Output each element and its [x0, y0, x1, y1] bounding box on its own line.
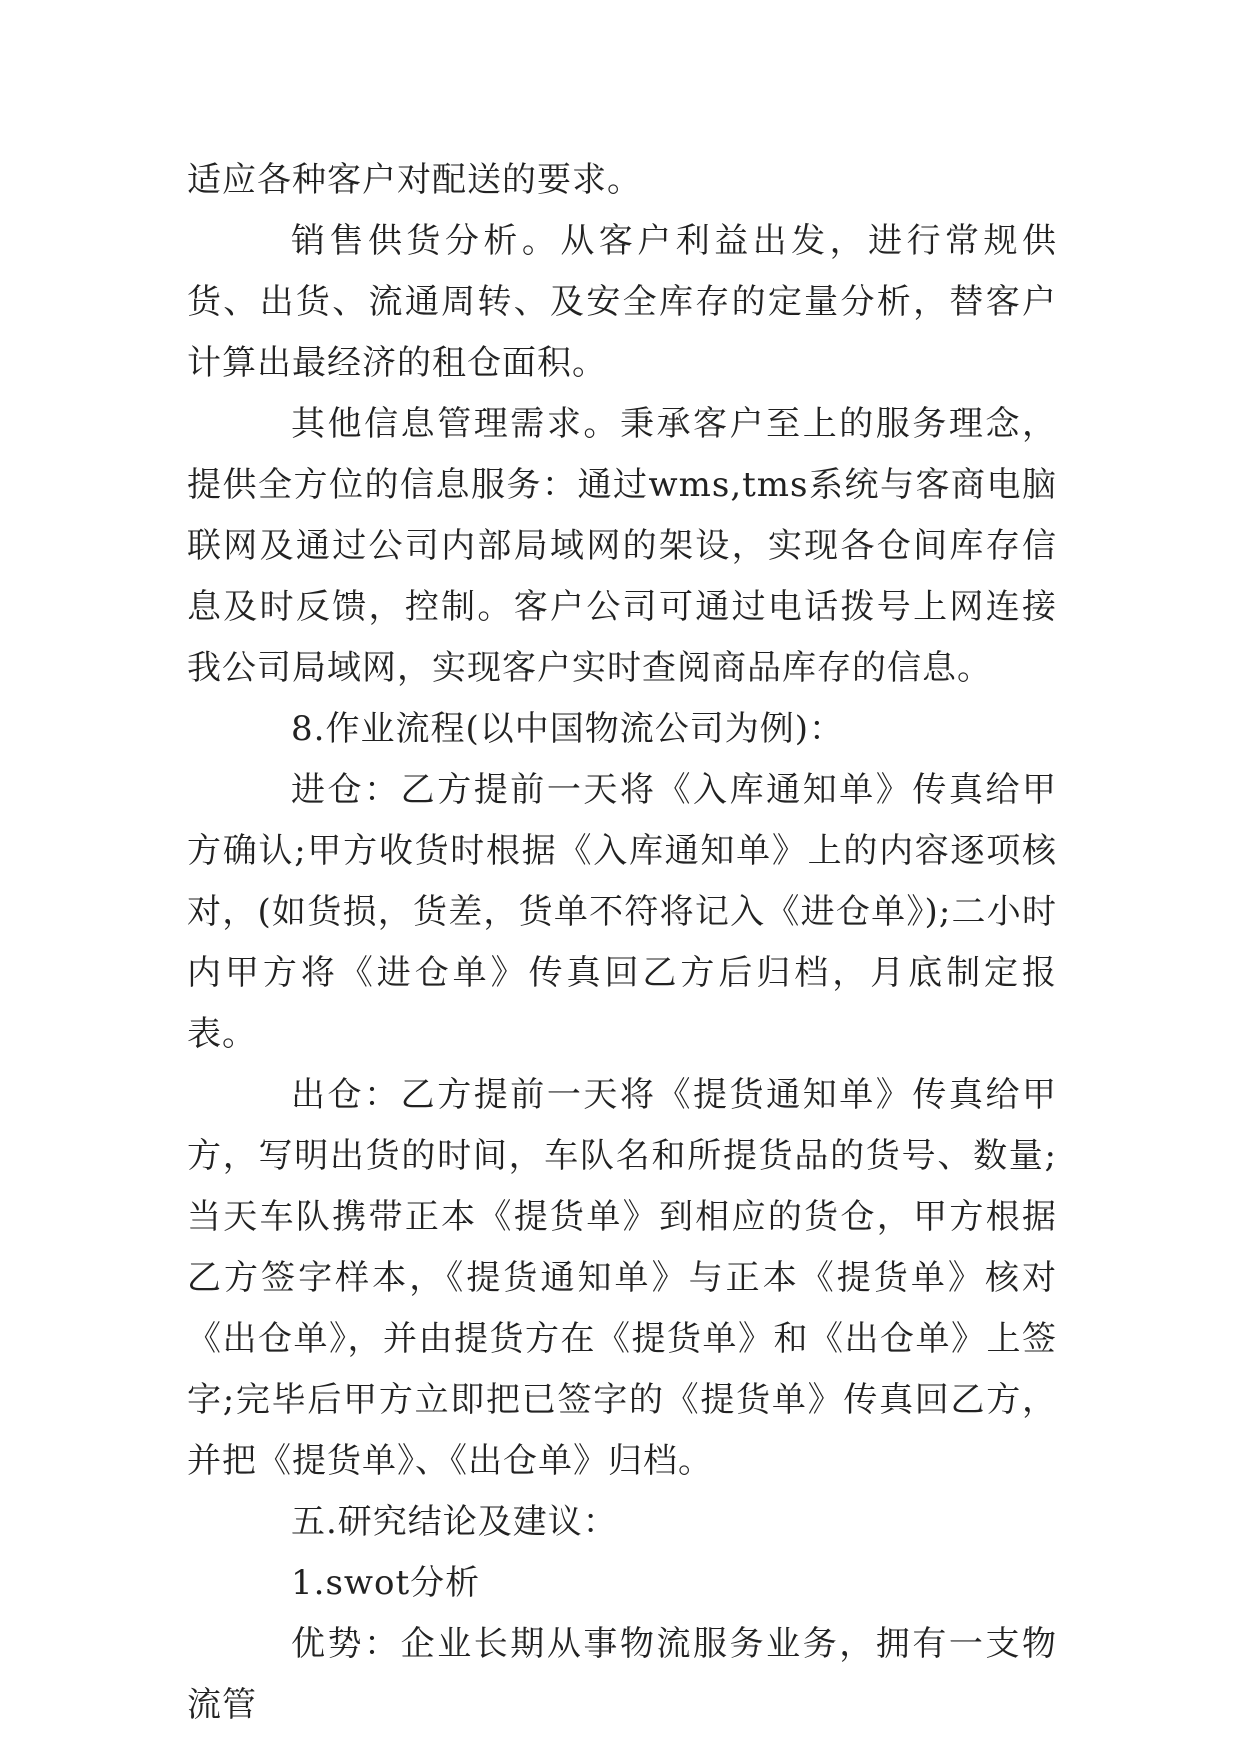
- heading-conclusions: 五.研究结论及建议：: [291, 1502, 618, 1542]
- paragraph-strengths: 优势：企业长期从事物流服务业务，拥有一支物流管: [187, 1624, 1057, 1725]
- paragraph-delivery-requirements: 适应各种客户对配送的要求。: [187, 160, 642, 200]
- document-page: [187, 150, 1057, 1736]
- paragraph-warehouse-in: 进仓：乙方提前一天将《入库通知单》传真给甲方确认;甲方收货时根据《入库通知单》上的内容逐项核对，(如货损，货差，货单不符将记入《进仓单》);二小时内甲方将《进仓单》传真回乙方后归档，月底制定报表。: [187, 770, 1057, 1054]
- paragraph-information-management: 其他信息管理需求。秉承客户至上的服务理念，提供全方位的信息服务：通过wms,tms系统与客商电脑联网及通过公司内部局域网的架设，实现各仓间库存信息及时反馈，控制。客户公司可通过电话拨号上网连接我公司局域网，实现客户实时查阅商品库存的信息。: [187, 404, 1057, 688]
- paragraph-warehouse-out: 出仓：乙方提前一天将《提货通知单》传真给甲方，写明出货的时间，车队名和所提货品的货号、数量;当天车队携带正本《提货单》到相应的货仓，甲方根据乙方签字样本，《提货通知单》与正本《提货单》核对《出仓单》，并由提货方在《提货单》和《出仓单》上签字;完毕后甲方立即把已签字的《提货单》传真回乙方，并把《提货单》、《出仓单》归档。: [187, 1075, 1057, 1481]
- heading-swot: 1.swot分析: [291, 1563, 481, 1603]
- heading-workflow: 8.作业流程(以中国物流公司为例)：: [291, 709, 844, 749]
- paragraph-sales-supply-analysis: 销售供货分析。从客户利益出发，进行常规供货、出货、流通周转、及安全库存的定量分析，替客户计算出最经济的租仓面积。: [187, 221, 1057, 383]
